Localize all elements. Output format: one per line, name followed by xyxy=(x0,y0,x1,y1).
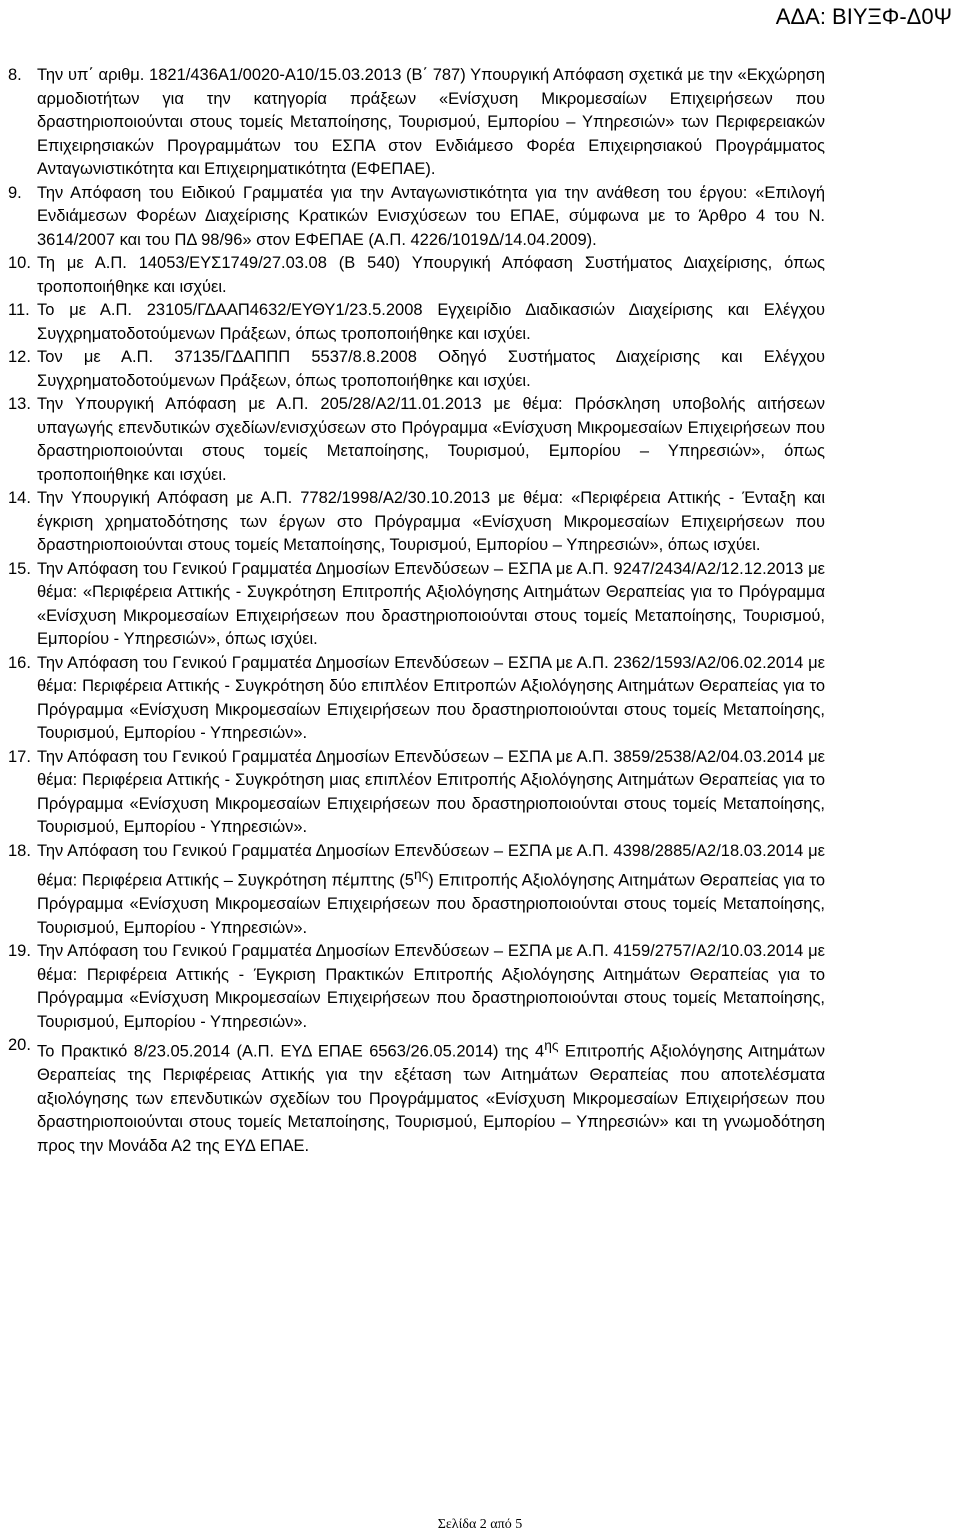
list-item xyxy=(8,746,825,840)
list-item xyxy=(8,840,825,941)
list-item xyxy=(8,252,825,299)
list-item xyxy=(8,346,825,393)
item-text: Την υπ΄ αριθμ. 1821/436Α1/0020-Α10/15.03.2013 (Β΄ 787) Υπουργική Απόφαση σχετικά με την «Εκχώρηση αρμοδιοτήτων για την κατηγορία πράξεων «Ενίσχυση Μικρομεσαίων Επιχειρήσεων που δραστηριοποιούνται στους τομείς Μεταποίησης, Τουρισμού, Εμπορίου – Υπηρεσιών» των Περιφερειακών Επιχειρησιακών Προγραμμάτων του ΕΣΠΑ στον Ενδιάμεσο Φορέα Επιχειρησιακού Προγράμματος Ανταγωνιστικότητα και Επιχειρηματικότητα (ΕΦΕΠΑΕ). xyxy=(37,66,825,178)
list-item xyxy=(8,1034,825,1158)
list-item xyxy=(8,182,825,253)
list-item xyxy=(8,64,825,182)
list-item xyxy=(8,393,825,487)
item-number: 19. xyxy=(8,942,31,960)
list-item xyxy=(8,558,825,652)
page-number-footer: Σελίδα 2 από 5 xyxy=(437,1517,523,1532)
item-number: 20. xyxy=(8,1036,31,1054)
item-text: Την Απόφαση του Ειδικού Γραμματέα για την Ανταγωνιστικότητα για την ανάθεση του έργου: «Επιλογή Ενδιάμεσων Φορέων Διαχείρισης Κρατικών Ενισχύσεων του ΕΠΑΕ, σύμφωνα με το Άρθρο 4 του Ν. 3614/2007 και του ΠΔ 98/96» στον ΕΦΕΠΑΕ (Α.Π. 4226/1019Δ/14.04.2009). xyxy=(37,183,825,249)
item-number: 18. xyxy=(8,841,31,860)
item-text: Την Απόφαση του Γενικού Γραμματέα Δημοσίων Επενδύσεων – ΕΣΠΑ με Α.Π. 2362/1593/Α2/06.02.2014 με θέμα: Περιφέρεια Αττικής - Συγκρότηση δύο επιπλέον Επιτροπών Αξιολόγησης Αιτημάτων Θεραπείας για το Πρόγραμμα «Ενίσχυση Μικρομεσαίων Επιχειρήσεων που δραστηριοποιούνται στους τομείς Μεταποίησης, Τουρισμού, Εμπορίου - Υπηρεσιών». xyxy=(37,653,825,742)
item-number: 9. xyxy=(8,183,22,202)
list-item xyxy=(8,652,825,746)
item-text-part: Επιτροπής Αξιολόγησης Αιτημάτων Θεραπείας της Περιφέρειας Αττικής για την εξέταση των Αιτημάτων Θεραπείας που αποτελέσματα αξιολόγησης των επενδυτικών σχεδίων του Προγράμματος «Ενίσχυση Μικρομεσαίων Επιχειρήσεων που δραστηριοποιούνται στους τομείς Μεταποίησης, Τουρισμού, Εμπορίου – Υπηρεσιών» και τη γνωμοδότηση προς την Μονάδα Α2 της ΕΥΔ ΕΠΑΕ. xyxy=(37,1042,826,1155)
item-text-part: ) Επιτροπής Αξιολόγησης Αιτημάτων Θεραπείας για το Πρόγραμμα «Ενίσχυση Μικρομεσαίων Επιχειρήσεων που δραστηριοποιούνται στους τομείς Μεταποίησης, Τουρισμού, Εμπορίου - Υπηρεσιών». xyxy=(37,871,825,937)
item-text: Την Υπουργική Απόφαση με Α.Π. 7782/1998/Α2/30.10.2013 με θέμα: «Περιφέρεια Αττικής - Ένταξη και έγκριση χρηματοδότησης των έργων στο Πρόγραμμα «Ενίσχυση Μικρομεσαίων Επιχειρήσεων που δραστηριοποιούνται στους τομείς Μεταποίησης, Τουρισμού, Εμπορίου – Υπηρεσιών», όπως ισχύει. xyxy=(37,489,825,554)
item-number: 16. xyxy=(8,653,31,672)
list-item xyxy=(8,299,825,346)
ada-code: ΑΔΑ: ΒΙΥΞΦ-Δ0Ψ xyxy=(775,4,952,29)
item-number: 15. xyxy=(8,559,31,578)
item-text-part: Την Απόφαση του Γενικού Γραμματέα Δημοσίων Επενδύσεων – ΕΣΠΑ με Α.Π. 4398/2885/Α2/18.03.2014 με θέμα: Περιφέρεια Αττικής – Συγκρότηση πέμπτης (5 xyxy=(37,841,825,890)
item-number: 12. xyxy=(8,348,31,366)
list-item xyxy=(8,487,825,558)
item-text: Την Απόφαση του Γενικού Γραμματέα Δημοσίων Επενδύσεων – ΕΣΠΑ με Α.Π. 3859/2538/Α2/04.03.2014 με θέμα: Περιφέρεια Αττικής - Συγκρότηση μιας επιπλέον Επιτροπής Αξιολόγησης Αιτημάτων Θεραπείας για το Πρόγραμμα «Ενίσχυση Μικρομεσαίων Επιχειρήσεων που δραστηριοποιούνται στους τομείς Μεταποίησης, Τουρισμού, Εμπορίου - Υπηρεσιών». xyxy=(37,747,825,836)
item-text: Την Υπουργική Απόφαση με Α.Π. 205/28/Α2/11.01.2013 με θέμα: Πρόσκληση υποβολής αιτήσεων υπαγωγής επενδυτικών σχεδίων/ενισχύσεων στο Πρόγραμμα «Ενίσχυση Μικρομεσαίων Επιχειρήσεων που δραστηριοποιούνται στους τομείς Μεταποίησης, Τουρισμού, Εμπορίου – Υπηρεσιών», όπως τροποποιήθηκε και ισχύει. xyxy=(37,395,825,484)
ordinal-superscript: ης xyxy=(544,1038,559,1053)
item-text: Την Απόφαση του Γενικού Γραμματέα Δημοσίων Επενδύσεων – ΕΣΠΑ με Α.Π. 4159/2757/Α2/10.03.2014 με θέμα: Περιφέρεια Αττικής - Έγκριση Πρακτικών Επιτροπής Αξιολόγησης Αιτημάτων Θεραπείας για το Πρόγραμμα «Ενίσχυση Μικρομεσαίων Επιχειρήσεων που δραστηριοποιούνται στους τομείς Μεταποίησης, Τουρισμού, Εμπορίου - Υπηρεσιών». xyxy=(37,942,825,1031)
list-item xyxy=(8,940,825,1034)
item-number: 8. xyxy=(8,66,22,84)
item-number: 14. xyxy=(8,489,31,507)
item-text xyxy=(37,840,825,941)
item-text: Το με Α.Π. 23105/ΓΔΑΑΠ4632/ΕΥΘΥ1/23.5.2008 Εγχειρίδιο Διαδικασιών Διαχείρισης και Ελέγχου Συγχρηματοδοτούμενων Πράξεων, όπως τροποποιήθηκε και ισχύει. xyxy=(37,301,825,343)
item-number: 10. xyxy=(8,254,31,272)
ordinal-superscript: ης xyxy=(413,867,429,882)
considerations-list xyxy=(8,64,825,1158)
item-text-part: Το Πρακτικό 8/23.05.2014 (Α.Π. ΕΥΔ ΕΠΑΕ 6563/26.05.2014) της 4 xyxy=(37,1042,545,1061)
item-text: Τον με Α.Π. 37135/ΓΔΑΠΠΠ 5537/8.8.2008 Οδηγό Συστήματος Διαχείρισης και Ελέγχου Συγχρηματοδοτούμενων Πράξεων, όπως τροποποιήθηκε και ισχύει. xyxy=(37,348,825,390)
item-number: 13. xyxy=(8,395,31,413)
item-number: 17. xyxy=(8,747,31,766)
item-number: 11. xyxy=(8,301,30,319)
item-text: Την Απόφαση του Γενικού Γραμματέα Δημοσίων Επενδύσεων – ΕΣΠΑ με Α.Π. 9247/2434/Α2/12.12.2013 με θέμα: «Περιφέρεια Αττικής - Συγκρότηση Επιτροπής Αξιολόγησης Αιτημάτων Θεραπείας για το Πρόγραμμα «Ενίσχυση Μικρομεσαίων Επιχειρήσεων που δραστηριοποιούνται στους τομείς Μεταποίησης, Τουρισμού, Εμπορίου - Υπηρεσιών», όπως ισχύει. xyxy=(37,559,825,648)
item-text: Τη με Α.Π. 14053/ΕΥΣ1749/27.03.08 (Β 540) Υπουργική Απόφαση Συστήματος Διαχείρισης, όπως τροποποιήθηκε και ισχύει. xyxy=(37,254,825,296)
item-text xyxy=(37,1034,825,1158)
